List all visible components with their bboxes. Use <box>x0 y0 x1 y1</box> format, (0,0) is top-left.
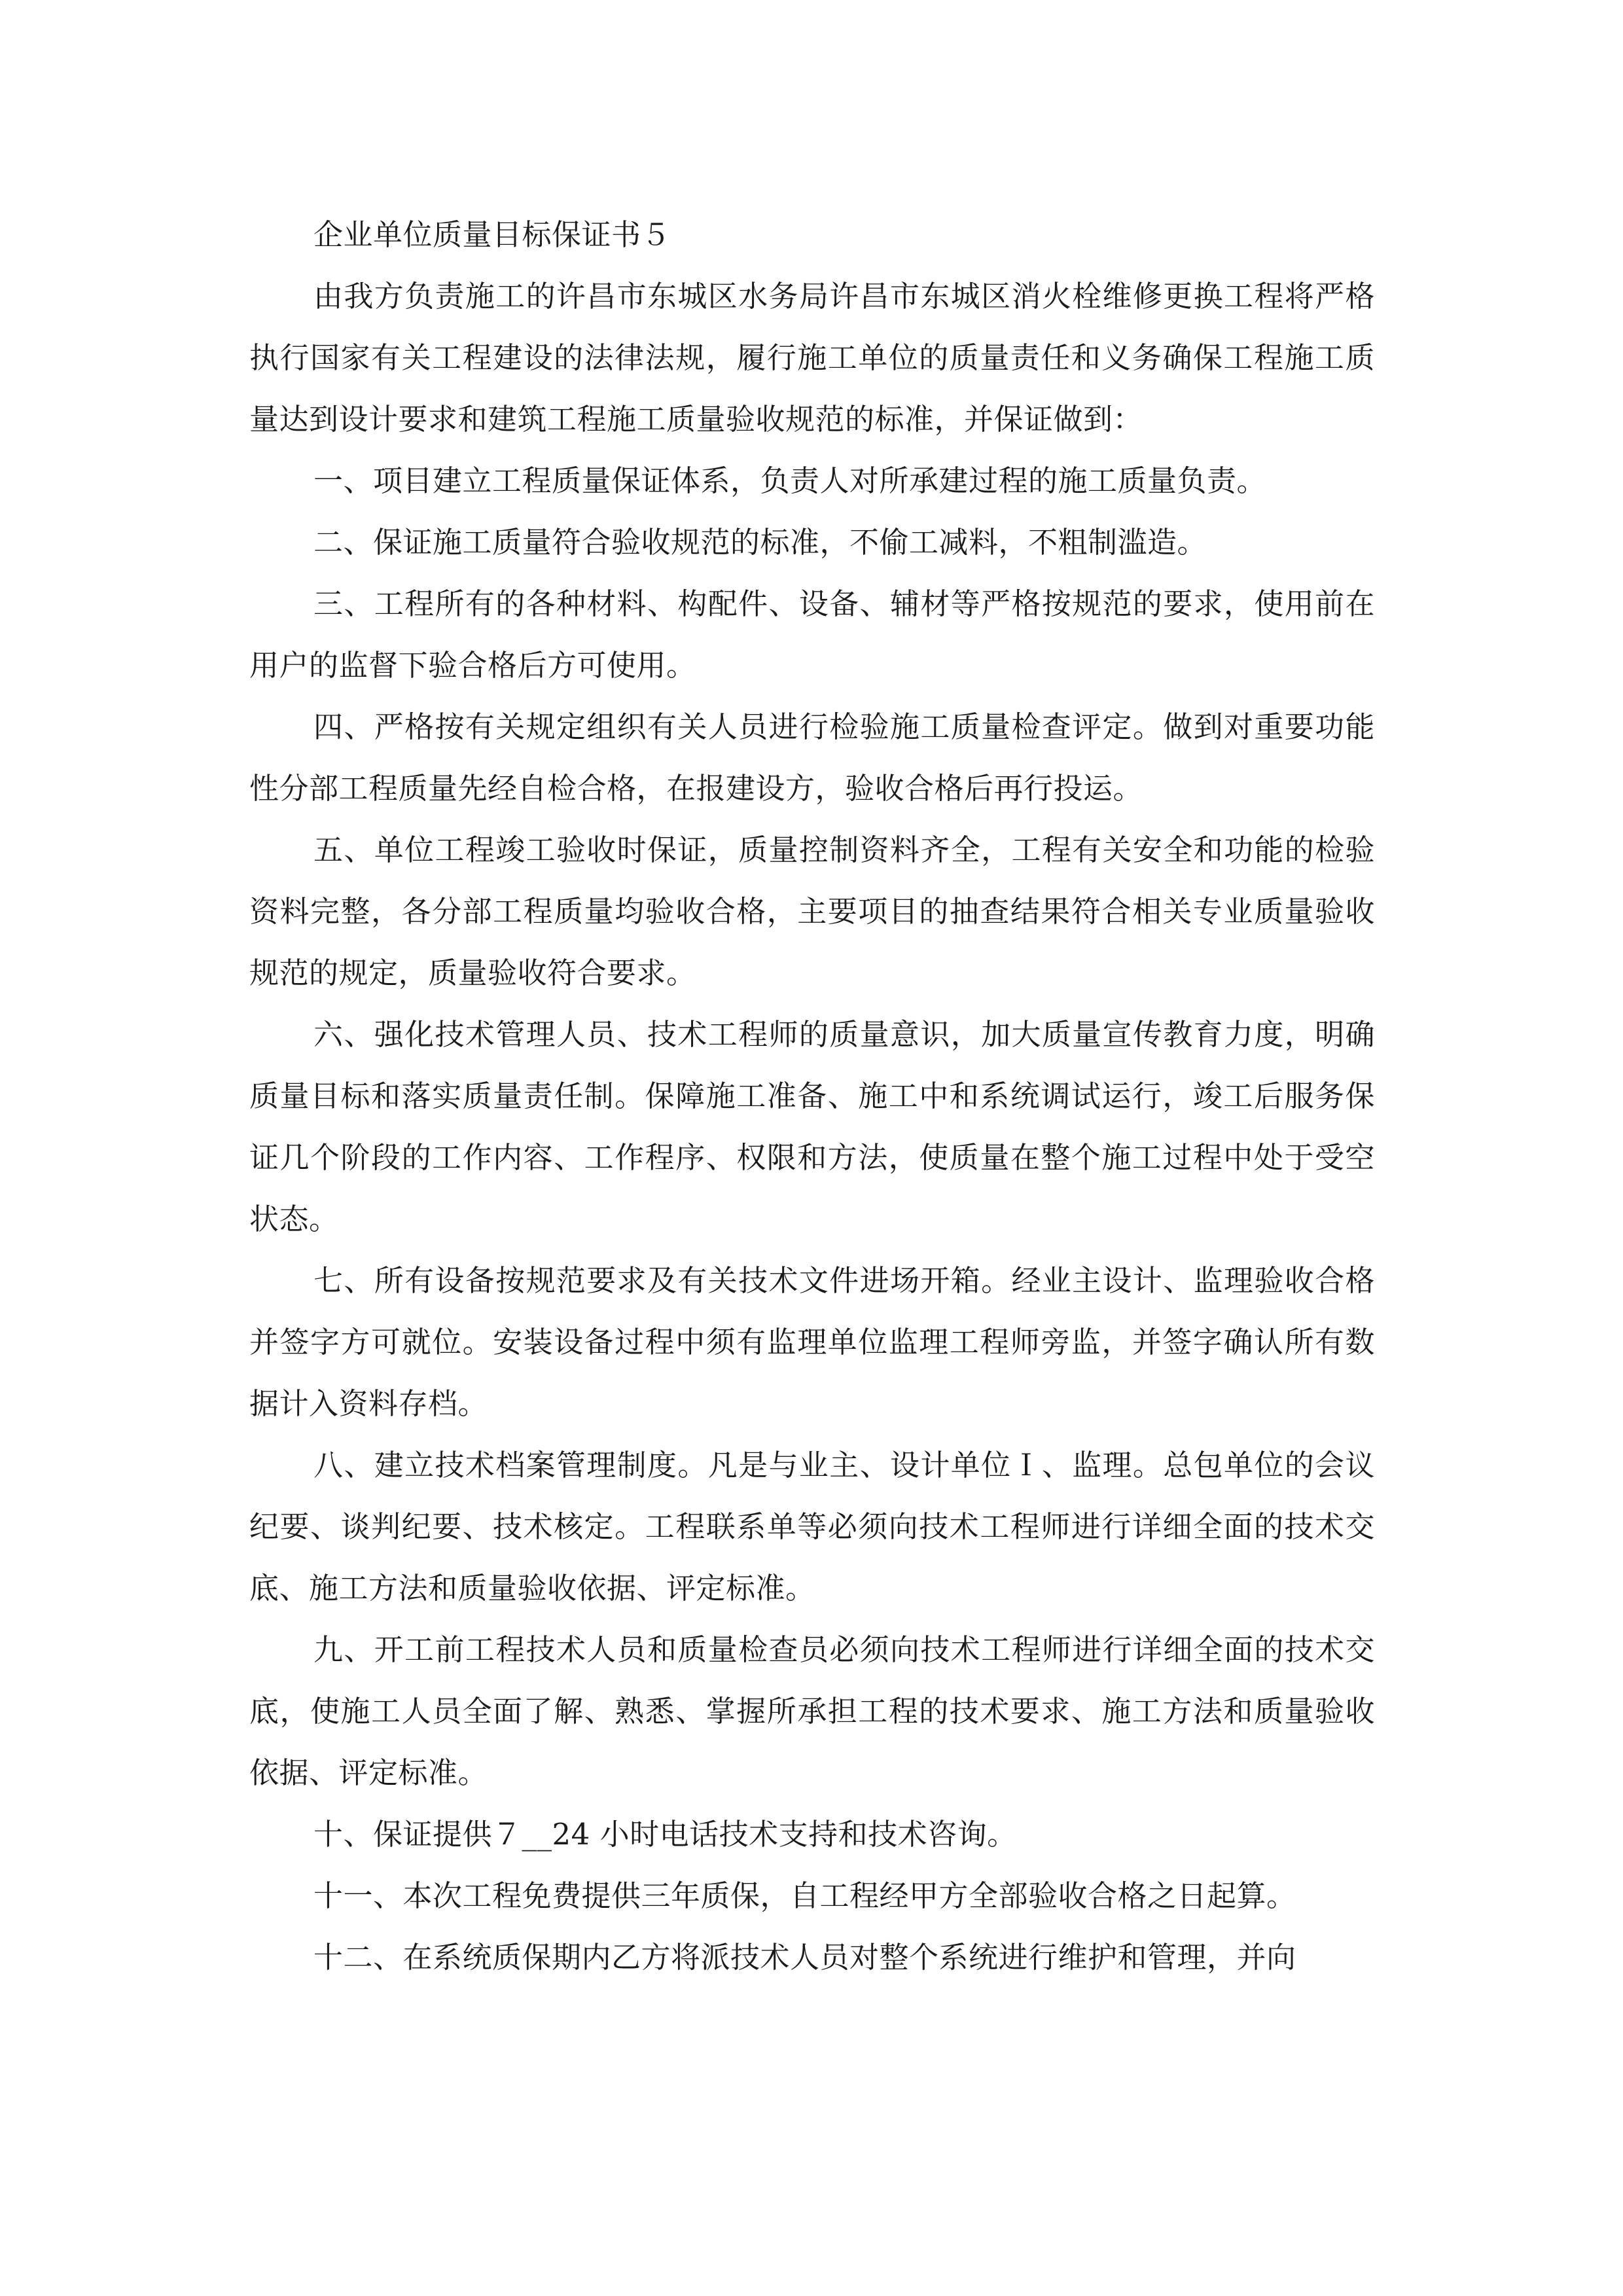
paragraph-item-12: 十二、在系统质保期内乙方将派技术人员对整个系统进行维护和管理，并向 <box>313 1940 1296 1975</box>
paragraph-item-9: 九、开工前工程技术人员和质量检查员必须向技术工程师进行详细全面的技术交底，使施工人员全面了解、熟悉、掌握所承担工程的技术要求、施工方法和质量验收依据、评定标准。 <box>249 1632 1375 1790</box>
paragraph-item-8: 八、建立技术档案管理制度。凡是与业主、设计单位Ｉ、监理。总包单位的会议纪要、谈判纪要、技术核定。工程联系单等必须向技术工程师进行详细全面的技术交底、施工方法和质量验收依据、评定标准。 <box>249 1448 1375 1605</box>
paragraph-intro: 由我方负责施工的许昌市东城区水务局许昌市东城区消火栓维修更换工程将严格执行国家有关工程建设的法律法规，履行施工单位的质量责任和义务确保工程施工质量达到设计要求和建筑工程施工质量验收规范的标准，并保证做到： <box>249 279 1375 437</box>
paragraph-item-11: 十一、本次工程免费提供三年质保，自工程经甲方全部验收合格之日起算。 <box>313 1878 1296 1913</box>
paragraph-item-7: 七、所有设备按规范要求及有关技术文件进场开箱。经业主设计、监理验收合格并签字方可就位。安装设备过程中须有监理单位监理工程师旁监，并签字确认所有数据计入资料存档。 <box>249 1263 1375 1421</box>
paragraph-item-6: 六、强化技术管理人员、技术工程师的质量意识，加大质量宣传教育力度，明确质量目标和落实质量责任制。保障施工准备、施工中和系统调试运行，竣工后服务保证几个阶段的工作内容、工作程序、权限和方法，使质量在整个施工过程中处于受空状态。 <box>249 1017 1375 1236</box>
paragraph-item-4: 四、严格按有关规定组织有关人员进行检验施工质量检查评定。做到对重要功能性分部工程质量先经自检合格，在报建设方，验收合格后再行投运。 <box>249 709 1375 806</box>
paragraph-item-10: 十、保证提供７__24 小时电话技术支持和技术咨询。 <box>313 1817 1017 1852</box>
document-body <box>249 204 1375 1988</box>
paragraph-item-1: 一、项目建立工程质量保证体系，负责人对所承建过程的施工质量负责。 <box>313 463 1267 498</box>
paragraph-item-5: 五、单位工程竣工验收时保证，质量控制资料齐全，工程有关安全和功能的检验资料完整，各分部工程质量均验收合格，主要项目的抽查结果符合相关专业质量验收规范的规定，质量验收符合要求。 <box>249 833 1375 990</box>
document-title: 企业单位质量目标保证书５ <box>313 217 671 252</box>
paragraph-item-2: 二、保证施工质量符合验收规范的标准，不偷工减料，不粗制滥造。 <box>313 525 1207 560</box>
paragraph-item-3: 三、工程所有的各种材料、构配件、设备、辅材等严格按规范的要求，使用前在用户的监督下验合格后方可使用。 <box>249 586 1375 683</box>
